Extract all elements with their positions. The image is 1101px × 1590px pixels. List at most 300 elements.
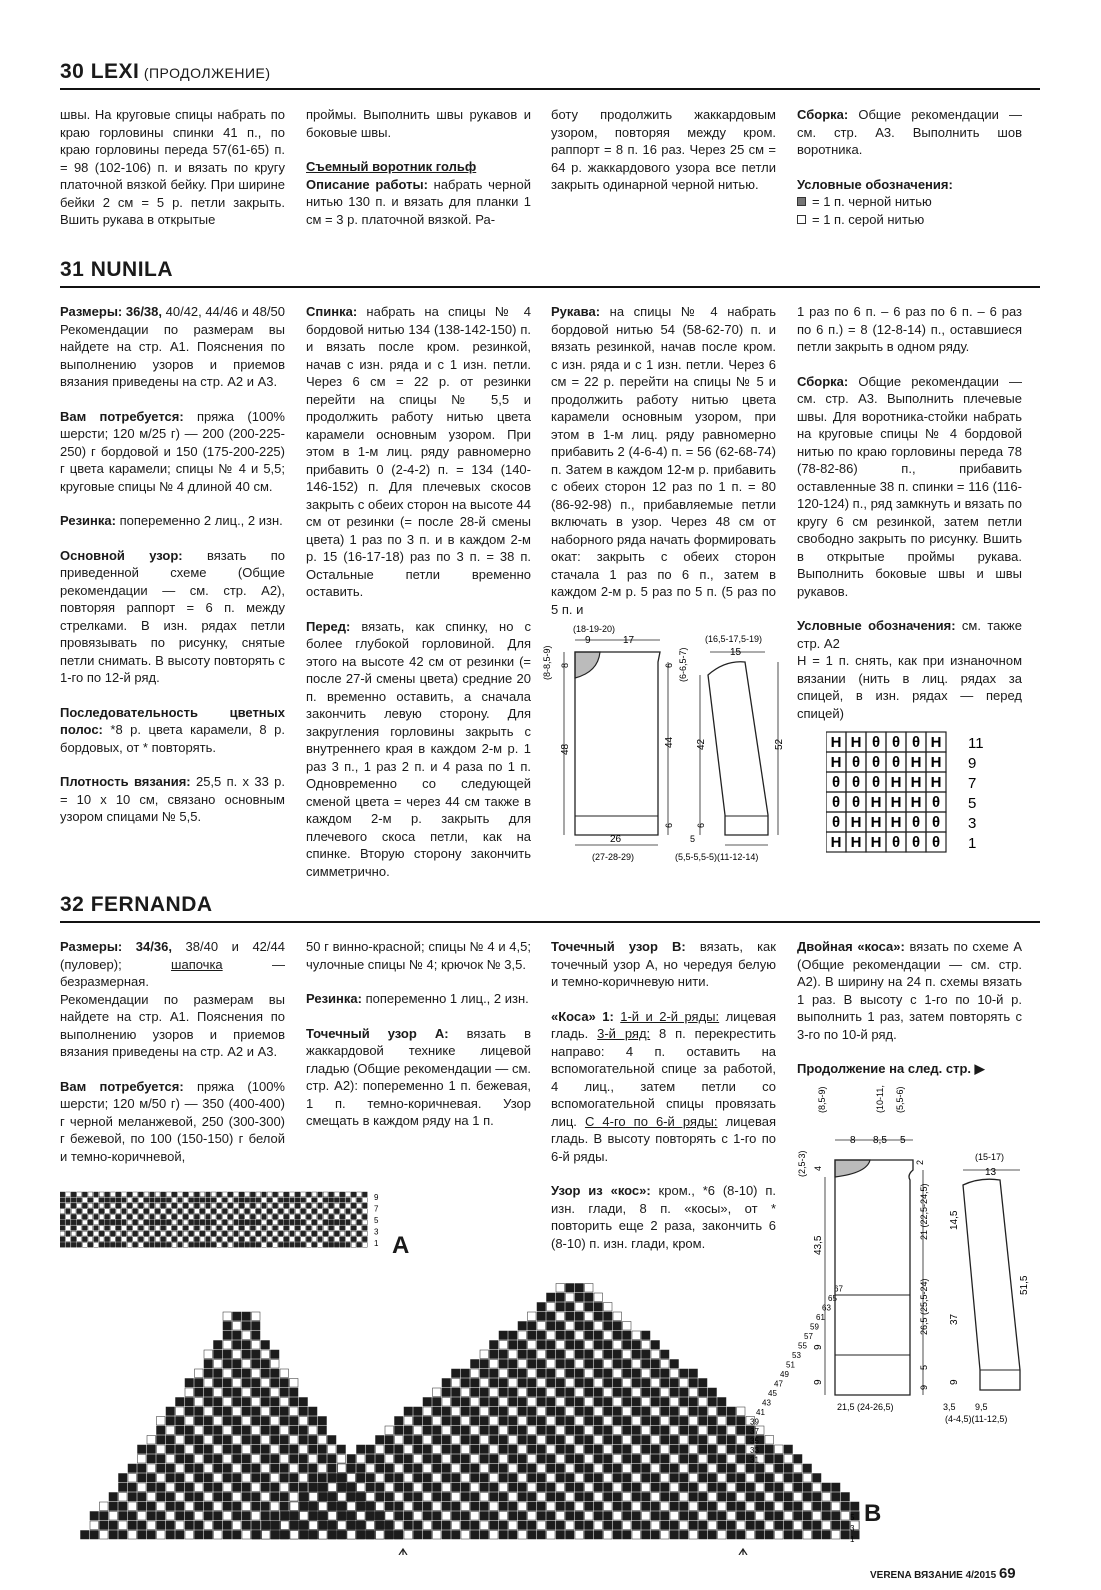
chart-cell	[727, 1445, 736, 1454]
chart-cell	[604, 1312, 613, 1321]
chart-cell	[433, 1445, 442, 1454]
chart-cell	[233, 1436, 242, 1445]
chart-cell	[566, 1341, 575, 1350]
chart-cell	[423, 1464, 432, 1473]
chart-cell	[99, 1237, 104, 1242]
chart-cell	[822, 1493, 831, 1502]
chart-cell	[204, 1512, 213, 1521]
chart-cell	[116, 1226, 121, 1231]
chart-cell	[461, 1474, 470, 1483]
chart-cell	[217, 1198, 222, 1203]
chart-cell	[575, 1398, 584, 1407]
chart-cell	[252, 1512, 261, 1521]
chart-cell	[414, 1455, 423, 1464]
chart-cell	[66, 1237, 71, 1242]
chart-cell	[347, 1531, 356, 1540]
chart-cell	[452, 1502, 461, 1511]
chart-cell	[290, 1493, 299, 1502]
chart-cell	[708, 1445, 717, 1454]
paragraph: 50 г винно-красной; спицы № 4 и 4,5; чулочные спицы № 4; крючок № 3,5.	[306, 939, 531, 972]
chart-cell	[301, 1209, 306, 1214]
text: Общие рекомендации — см. стр. А3. Выполнить плечевые швы. Для воротника-стойки набрать на круговые спицы № 4 бордовой нитью по краю горловины переда 78 (78-82-86) п., прибавить оставленные 38 п. спинки = 116 (116-120-124) п., ряд замкнуть и вязать по кругу 6 см резинкой, затем петли свободно закрыть по рисунку. Вшить в открытые проймы рукава. Выполнить боковые швы и швы рукавов.	[797, 373, 1022, 599]
chart-cell	[556, 1350, 565, 1359]
chart-cell	[319, 1502, 328, 1511]
chart-cell	[127, 1192, 132, 1197]
chart-cell	[284, 1242, 289, 1247]
chart-cell	[161, 1192, 166, 1197]
chart-cell	[223, 1512, 232, 1521]
chart-cell	[239, 1220, 244, 1225]
chart-cell	[66, 1203, 71, 1208]
chart-cell	[556, 1341, 565, 1350]
chart-cell	[518, 1531, 527, 1540]
chart-cell	[556, 1502, 565, 1511]
chart-cell	[537, 1398, 546, 1407]
dim-label: 5	[919, 1364, 929, 1370]
chart-cell	[242, 1445, 251, 1454]
chart-cell	[452, 1455, 461, 1464]
chart-cell	[575, 1284, 584, 1293]
text: набрать на спицы № 4 бордовой нитью 134 (138-142-150) п. и вязать после кром. резинкой, начав с изн. ряда и с 1 изн. петли. Через 6 см = 22 р. от резинки перейти на спицы № 5,5 и продолжить работу нитью цвета карамели основным узором. При этом в 1-м лиц. ряду равномерно прибавить 0 (2-4-2) п. = 134 (140-146-152) п. Для плечевых скосов закрыть с обеих сторон на высоте 44 см от резинки (= после 28-й смены цвета) 1 раз по 3 п. и в каждом 2-м р. 15 (16-17-18) раз по 3 п. = 38 п. Остальные петли временно оставить.	[306, 304, 531, 599]
chart-symbol: H	[870, 814, 882, 831]
chart-cell	[613, 1455, 622, 1464]
chart-cell	[166, 1237, 171, 1242]
chart-cell	[166, 1231, 171, 1236]
chart-cell	[471, 1417, 480, 1426]
chart-cell	[556, 1369, 565, 1378]
chart-cell	[395, 1417, 404, 1426]
chart-cell	[271, 1407, 280, 1416]
chart-cell	[323, 1198, 328, 1203]
chart-cell	[784, 1521, 793, 1530]
chart-cell	[433, 1417, 442, 1426]
chart-cell	[414, 1407, 423, 1416]
chart-cell	[133, 1242, 138, 1247]
chart-cell	[623, 1360, 632, 1369]
chart-cell	[60, 1231, 65, 1236]
dim-label: 6	[664, 822, 674, 828]
chart-cell	[262, 1220, 267, 1225]
text: на спицы № 4 набрать бордовой нитью 54 (58-62-70) п. и вязать резинкой, начав после кром. с изн. ряда и с 1 изн. петли. Через 6 см = 22 р. перейти на спицы № 5 и продолжить работу нитью цвета карамели основным узором, при этом в 1-м лиц. ряду равномерно прибавить 2 (4-6-4) п. = 56 (62-68-74) п. Затем в каждом 12-м р. прибавить с обеих сторон 12 раз по 1 п. = 80 (86-92-98) п., прибавляемые петли включать в узор. Через 48 см от наборного ряда начать формировать окат: закрыть с обеих сторон стачала 1 раз по 6 п., затем в каждом 2-м р. 5 раз по 5 п. (5 раз по 5 п. и	[551, 304, 776, 617]
chart-cell	[480, 1369, 489, 1378]
chart-cell	[452, 1493, 461, 1502]
chart-cell	[109, 1512, 118, 1521]
chart-cell	[157, 1493, 166, 1502]
chart-cell	[566, 1293, 575, 1302]
chart-cell	[195, 1521, 204, 1530]
chart-cell	[632, 1455, 641, 1464]
chart-cell	[280, 1398, 289, 1407]
chart-cell	[309, 1521, 318, 1530]
chart-cell	[261, 1512, 270, 1521]
footer-text: VERENA ВЯЗАНИЕ 4/2015	[870, 1570, 997, 1581]
chart-cell	[299, 1398, 308, 1407]
chart-symbol: H	[930, 734, 942, 751]
chart-cell	[784, 1464, 793, 1473]
chart-cell	[128, 1464, 137, 1473]
chart-cell	[214, 1493, 223, 1502]
chart-cell	[623, 1369, 632, 1378]
chart-cell	[547, 1436, 556, 1445]
chart-cell	[433, 1521, 442, 1530]
chart-cell	[217, 1214, 222, 1219]
chart-cell	[204, 1360, 213, 1369]
chart-cell	[547, 1312, 556, 1321]
chart-cell	[803, 1512, 812, 1521]
chart-cell	[385, 1445, 394, 1454]
chart-cell	[138, 1521, 147, 1530]
chart-cell	[509, 1331, 518, 1340]
chart-cell	[623, 1464, 632, 1473]
chart-cell	[518, 1455, 527, 1464]
chart-cell	[280, 1436, 289, 1445]
chart-cell	[594, 1493, 603, 1502]
chart-cell	[211, 1209, 216, 1214]
chart-cell	[242, 1379, 251, 1388]
chart-cell	[204, 1455, 213, 1464]
chart-cell	[338, 1464, 347, 1473]
chart-symbol: H	[910, 794, 922, 811]
chart-cell	[204, 1502, 213, 1511]
chart-cell	[110, 1203, 115, 1208]
chart-symbol: θ	[911, 834, 921, 851]
chart-cell	[670, 1379, 679, 1388]
chart-cell	[528, 1426, 537, 1435]
chart-cell	[99, 1242, 104, 1247]
chart-cell	[306, 1203, 311, 1208]
chart-cell	[166, 1426, 175, 1435]
chart-cell	[77, 1198, 82, 1203]
chart-cell	[351, 1192, 356, 1197]
chart-cell	[480, 1521, 489, 1530]
slip-stitch-icon: H	[797, 653, 813, 668]
chart-cell	[585, 1293, 594, 1302]
chart-cell	[556, 1322, 565, 1331]
chart-cell	[442, 1464, 451, 1473]
chart-cell	[228, 1237, 233, 1242]
chart-cell	[189, 1242, 194, 1247]
chart-cell	[233, 1417, 242, 1426]
chart-cell	[176, 1445, 185, 1454]
chart-cell	[271, 1388, 280, 1397]
chart-cell	[585, 1521, 594, 1530]
chart-cell	[340, 1231, 345, 1236]
chart-cell	[284, 1192, 289, 1197]
chart-cell	[223, 1322, 232, 1331]
section-header-30	[60, 60, 1040, 90]
chart-cell	[271, 1521, 280, 1530]
dim-label: 6	[696, 822, 706, 828]
chart-cell	[651, 1417, 660, 1426]
chart-cell	[204, 1350, 213, 1359]
chart-cell	[328, 1493, 337, 1502]
keyword: Вам потребуется:	[60, 1078, 184, 1094]
chart-cell	[204, 1531, 213, 1540]
chart-cell	[329, 1226, 334, 1231]
chart-cell	[306, 1198, 311, 1203]
chart-cell	[290, 1220, 295, 1225]
chart-cell	[689, 1417, 698, 1426]
chart-cell	[319, 1483, 328, 1492]
chart-cell	[217, 1220, 222, 1225]
chart-cell	[306, 1209, 311, 1214]
chart-row-number: 61	[816, 1313, 825, 1322]
chart-cell	[77, 1203, 82, 1208]
text: вязать в жаккардовой технике лицевой гладью (Общие рекомендации — см. стр. А2): попеременно 1 п. бежевая, 1 п. темно-коричневая. Узор смещать в каждом ряду на 1 п.	[306, 1025, 531, 1128]
chart-cell	[585, 1322, 594, 1331]
chart-cell	[670, 1455, 679, 1464]
chart-cell	[689, 1521, 698, 1530]
chart-cell	[509, 1455, 518, 1464]
chart-cell	[632, 1379, 641, 1388]
chart-cell	[623, 1502, 632, 1511]
chart-cell	[138, 1203, 143, 1208]
chart-cell	[528, 1388, 537, 1397]
chart-cell	[803, 1493, 812, 1502]
chart-cell	[323, 1209, 328, 1214]
chart-cell	[841, 1502, 850, 1511]
chart-cell	[699, 1483, 708, 1492]
chart-cell	[133, 1198, 138, 1203]
chart-cell	[347, 1521, 356, 1530]
chart-cell	[127, 1226, 132, 1231]
chart-cell	[233, 1398, 242, 1407]
chart-cell	[699, 1474, 708, 1483]
chart-cell	[433, 1426, 442, 1435]
chart-cell	[267, 1242, 272, 1247]
chart-cell	[133, 1237, 138, 1242]
chart-cell	[461, 1369, 470, 1378]
chart-cell	[161, 1220, 166, 1225]
chart-cell	[594, 1512, 603, 1521]
chart-cell	[604, 1483, 613, 1492]
chart-cell	[200, 1231, 205, 1236]
chart-row-number: 49	[780, 1370, 789, 1379]
chart-cell	[284, 1214, 289, 1219]
chart-cell	[290, 1417, 299, 1426]
dim-label: 17	[623, 635, 635, 646]
chart-cell	[200, 1220, 205, 1225]
chart-cell	[737, 1417, 746, 1426]
chart-cell	[309, 1502, 318, 1511]
chart-cell	[242, 1350, 251, 1359]
chart-cell	[214, 1512, 223, 1521]
chart-cell	[233, 1407, 242, 1416]
chart-cell	[245, 1220, 250, 1225]
chart-cell	[122, 1237, 127, 1242]
chart-cell	[585, 1417, 594, 1426]
chart-cell	[651, 1426, 660, 1435]
chart-cell	[206, 1231, 211, 1236]
chart-cell	[661, 1455, 670, 1464]
chart-cell	[109, 1493, 118, 1502]
chart-cell	[242, 1502, 251, 1511]
chart-cell	[765, 1512, 774, 1521]
chart-cell	[765, 1455, 774, 1464]
chart-cell	[566, 1331, 575, 1340]
chart-cell	[395, 1512, 404, 1521]
chart-cell	[299, 1407, 308, 1416]
chart-cell	[271, 1379, 280, 1388]
chart-cell	[299, 1455, 308, 1464]
chart-row-number: 67	[834, 1284, 843, 1294]
chart-cell	[66, 1192, 71, 1197]
chart-cell	[490, 1445, 499, 1454]
chart-cell	[575, 1303, 584, 1312]
chart-cell	[195, 1455, 204, 1464]
chart-cell	[223, 1331, 232, 1340]
dim-label: (8-8,5-9)	[542, 645, 552, 680]
chart-cell	[708, 1398, 717, 1407]
chart-cell	[127, 1237, 132, 1242]
chart-cell	[178, 1231, 183, 1236]
chart-cell	[183, 1209, 188, 1214]
chart-cell	[699, 1388, 708, 1397]
chart-cell	[222, 1231, 227, 1236]
chart-cell	[442, 1407, 451, 1416]
chart-cell	[556, 1331, 565, 1340]
chart-cell	[280, 1455, 289, 1464]
chart-symbol: H	[850, 734, 862, 751]
chart-cell	[195, 1388, 204, 1397]
chart-cell	[223, 1398, 232, 1407]
chart-cell	[423, 1512, 432, 1521]
chart-cell	[261, 1417, 270, 1426]
chart-cell	[228, 1192, 233, 1197]
chart-cell	[395, 1426, 404, 1435]
chart-cell	[82, 1237, 87, 1242]
chart-cell	[433, 1407, 442, 1416]
chart-cell	[278, 1220, 283, 1225]
chart-cell	[99, 1214, 104, 1219]
chart-cell	[376, 1474, 385, 1483]
chart-cell	[784, 1455, 793, 1464]
chart-cell	[110, 1237, 115, 1242]
chart-cell	[172, 1192, 177, 1197]
legend-item	[797, 193, 1022, 211]
chart-cell	[528, 1350, 537, 1359]
section-header-31	[60, 258, 1040, 288]
chart-cell	[309, 1417, 318, 1426]
chart-cell	[138, 1502, 147, 1511]
chart-cell	[461, 1464, 470, 1473]
chart-cell	[122, 1226, 127, 1231]
chart-cell	[385, 1455, 394, 1464]
chart-cell	[404, 1426, 413, 1435]
chart-cell	[362, 1226, 367, 1231]
chart-cell	[613, 1360, 622, 1369]
chart-cell	[604, 1341, 613, 1350]
chart-cell	[727, 1493, 736, 1502]
chart-symbol: θ	[871, 734, 881, 751]
chart-cell	[594, 1455, 603, 1464]
chart-cell	[528, 1312, 537, 1321]
chart-cell	[613, 1350, 622, 1359]
chart-cell	[613, 1512, 622, 1521]
chart-cell	[128, 1474, 137, 1483]
s32-column-1	[60, 938, 285, 1165]
chart-cell	[280, 1493, 289, 1502]
chart-cell	[290, 1436, 299, 1445]
chart-cell	[217, 1209, 222, 1214]
chart-cell	[176, 1521, 185, 1530]
s31-body-schematic	[540, 620, 800, 875]
chart-cell	[223, 1350, 232, 1359]
chart-cell	[775, 1455, 784, 1464]
chart-row-number: 45	[768, 1389, 777, 1398]
chart-cell	[670, 1407, 679, 1416]
chart-cell	[623, 1493, 632, 1502]
chart-cell	[737, 1445, 746, 1454]
chart-cell	[176, 1398, 185, 1407]
chart-cell	[346, 1203, 351, 1208]
chart-cell	[594, 1531, 603, 1540]
chart-cell	[183, 1198, 188, 1203]
chart-cell	[623, 1407, 632, 1416]
chart-cell	[223, 1312, 232, 1321]
chart-cell	[155, 1209, 160, 1214]
chart-cell	[509, 1426, 518, 1435]
chart-cell	[214, 1360, 223, 1369]
chart-cell	[585, 1483, 594, 1492]
chart-cell	[166, 1436, 175, 1445]
chart-cell	[366, 1455, 375, 1464]
chart-cell	[490, 1379, 499, 1388]
chart-cell	[318, 1220, 323, 1225]
chart-cell	[518, 1426, 527, 1435]
dim-label: 8	[850, 1135, 856, 1146]
keyword: Описание работы:	[306, 176, 428, 192]
chart-cell	[267, 1203, 272, 1208]
chart-cell	[680, 1426, 689, 1435]
chart-cell	[242, 1341, 251, 1350]
chart-cell	[632, 1493, 641, 1502]
chart-cell	[471, 1360, 480, 1369]
chart-cell	[737, 1483, 746, 1492]
chart-row-number: 65	[828, 1294, 837, 1303]
chart-cell	[252, 1388, 261, 1397]
chart-cell	[727, 1417, 736, 1426]
chart-cell	[252, 1455, 261, 1464]
chart-cell	[670, 1369, 679, 1378]
chart-cell	[708, 1417, 717, 1426]
chart-cell	[290, 1474, 299, 1483]
chart-cell	[110, 1242, 115, 1247]
chart-cell	[329, 1214, 334, 1219]
chart-cell	[252, 1369, 261, 1378]
chart-cell	[301, 1226, 306, 1231]
chart-cell	[166, 1417, 175, 1426]
chart-cell	[642, 1464, 651, 1473]
chart-cell	[278, 1226, 283, 1231]
chart-cell	[233, 1474, 242, 1483]
chart-cell	[784, 1474, 793, 1483]
chart-cell	[613, 1483, 622, 1492]
chart-cell	[357, 1512, 366, 1521]
chart-cell	[575, 1407, 584, 1416]
chart-cell	[556, 1293, 565, 1302]
chart-symbol: θ	[831, 774, 841, 791]
chart-cell	[357, 1445, 366, 1454]
chart-cell	[566, 1417, 575, 1426]
chart-cell	[632, 1360, 641, 1369]
chart-cell	[318, 1192, 323, 1197]
legend-label: = 1 п. черной нитью	[812, 194, 932, 209]
chart-cell	[433, 1455, 442, 1464]
chart-cell	[306, 1242, 311, 1247]
chart-cell	[340, 1192, 345, 1197]
chart-cell	[423, 1502, 432, 1511]
